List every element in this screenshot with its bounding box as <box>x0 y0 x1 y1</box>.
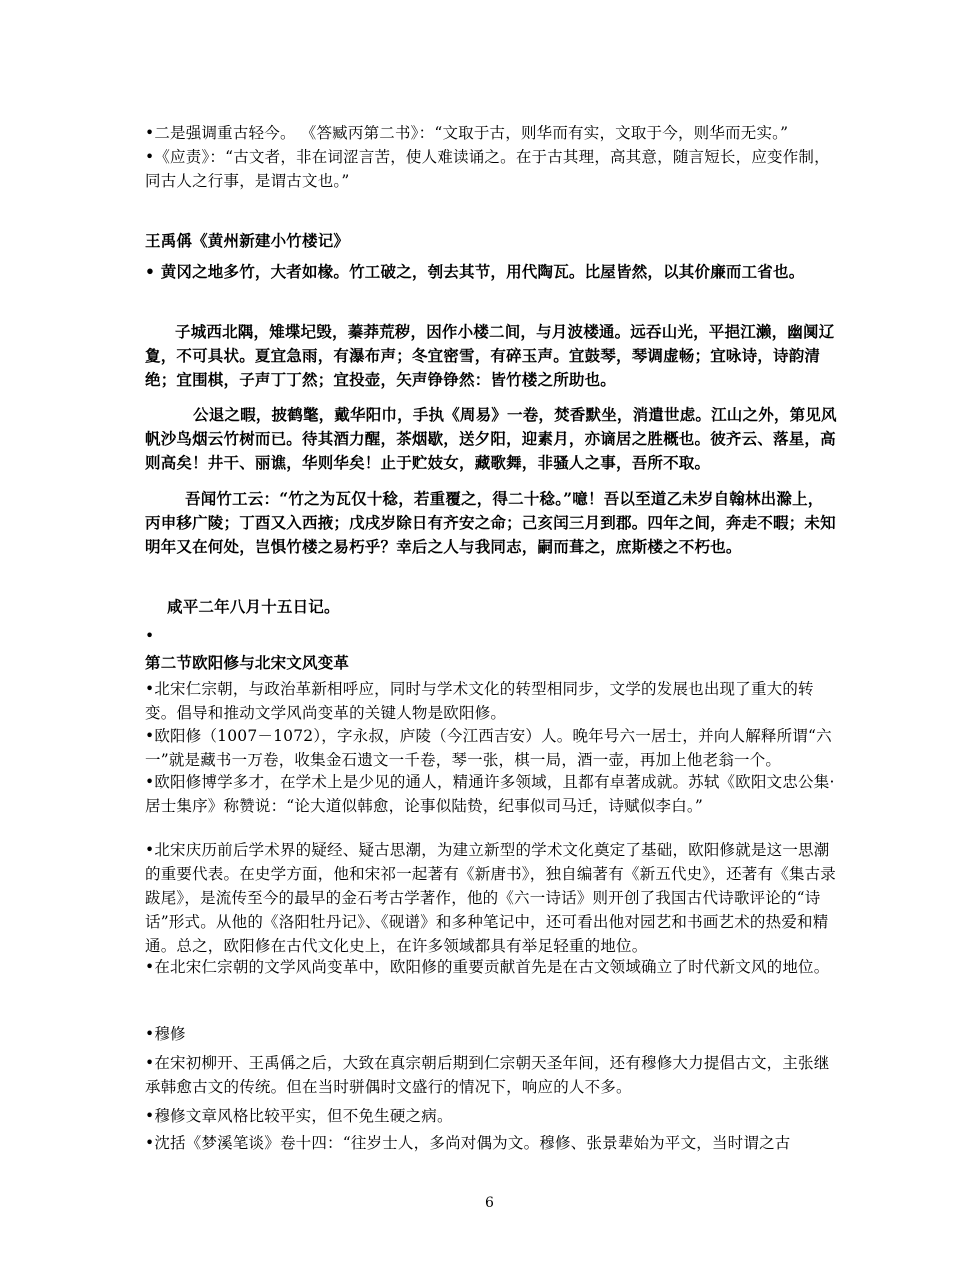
section-heading-wang-yucheng: 王禹偁《黄州新建小竹楼记》 <box>145 231 350 250</box>
paragraph-bamboo-1: • 黄冈之地多竹，大者如椽。竹工破之，刳去其节，用代陶瓦。比屋皆然，以其价廉而工省也。 <box>145 262 805 281</box>
paragraph-ouyang-4: •北宋庆历前后学术界的疑经、疑古思潮，为建立新型的学术文化奠定了基础，欧阳修就是这一思潮的重要代表。在史学方面，他和宋祁一起著有《新唐书》，独自编著有《新五代史》，还著有《集古录跋尾》，是流传至今的最早的金石考古学著作，他的《六一诗话》则开创了我国古代诗歌评论的“诗话”形式。从他的《洛阳牡丹记》、《砚谱》和多种笔记中，还可看出他对园艺和书画艺术的热爱和精通。总之，欧阳修在古代文化史上，在许多领域都具有举足轻重的地位。 <box>145 841 837 955</box>
paragraph-date: 咸平二年八月十五日记。 <box>167 597 340 616</box>
paragraph-ouyang-1: •北宋仁宗朝，与政治革新相呼应，同时与学术文化的转型相同步，文学的发展也出现了重大的转变。倡导和推动文学风尚变革的关键人物是欧阳修。 <box>145 680 814 722</box>
paragraph-bamboo-2: 子城西北隅，雉堞圮毁，蓁莽荒秽，因作小楼二间，与月波楼通。远吞山光，平挹江濑，幽阒辽夐，不可具状。夏宜急雨，有瀑布声；冬宜密雪，有碎玉声。宜鼓琴，琴调虚畅；宜咏诗，诗韵清绝；宜围棋，子声丁丁然；宜投壶，矢声铮铮然：皆竹楼之所助也。 <box>145 322 835 389</box>
paragraph-muxiu-3: •沈括《梦溪笔谈》卷十四：“往岁士人，多尚对偶为文。穆修、张景辈始为平文，当时谓之古 <box>145 1134 791 1152</box>
paragraph-muxiu-2: •穆修文章风格比较平实，但不免生硬之病。 <box>145 1107 453 1125</box>
paragraph-1: •二是强调重古轻今。 《答臧丙第二书》：“文取于古，则华而有实，文取于今，则华而无实。” <box>145 124 789 142</box>
paragraph-ouyang-3: •欧阳修博学多才，在学术上是少见的通人，精通许多领域，且都有卓著成就。苏轼《欧阳文忠公集·居士集序》称赞说：“论大道似韩愈，论事似陆贽，纪事似司马迁，诗赋似李白。” <box>145 773 835 815</box>
paragraph-ouyang-5: •在北宋仁宗朝的文学风尚变革中，欧阳修的重要贡献首先是在古文领域确立了时代新文风的地位。 <box>145 958 830 976</box>
section-heading-ouyang-xiu: 第二节欧阳修与北宋文风变革 <box>145 653 350 672</box>
paragraph-bamboo-3: 公退之暇，披鹤氅，戴华阳巾，手执《周易》一卷，焚香默坐，消遣世虑。江山之外，第见风帆沙鸟烟云竹树而已。待其酒力醒，茶烟歇，送夕阳，迎素月，亦谪居之胜概也。彼齐云、落星，高则高矣！井干、丽谯，华则华矣！止于贮妓女，藏歌舞，非骚人之事，吾所不取。 <box>145 405 837 472</box>
paragraph-bamboo-4: 吾闻竹工云：“竹之为瓦仅十稔，若重覆之，得二十稔。”噫！吾以至道乙未岁自翰林出滁上，丙申移广陵；丁酉又入西掖；戊戌岁除日有齐安之命；己亥闰三月到郡。四年之间，奔走不暇；未知明年又在何处，岂惧竹楼之易朽乎？幸后之人与我同志，嗣而葺之，庶斯楼之不朽也。 <box>145 489 836 556</box>
page-number: 6 <box>485 1195 494 1211</box>
paragraph-2: •《应责》：“古文者，非在词涩言苦，使人难读诵之。在于古其理，高其意，随言短长，应变作制，同古人之行事，是谓古文也。” <box>145 148 830 190</box>
paragraph-muxiu-1: •在宋初柳开、王禹偁之后，大致在真宗朝后期到仁宗朝天圣年间，还有穆修大力提倡古文，主张继承韩愈古文的传统。但在当时骈偶时文盛行的情况下，响应的人不多。 <box>145 1054 830 1096</box>
paragraph-muxiu-heading: •穆修 <box>145 1025 186 1043</box>
bullet-empty: • <box>145 627 155 645</box>
paragraph-ouyang-2: •欧阳修（1007－1072），字永叔，庐陵（今江西吉安）人。晚年号六一居士，并向人解释所谓“六一”就是藏书一万卷，收集金石遗文一千卷，琴一张，棋一局，酒一壶，再加上他老翁一个。 <box>145 727 832 769</box>
